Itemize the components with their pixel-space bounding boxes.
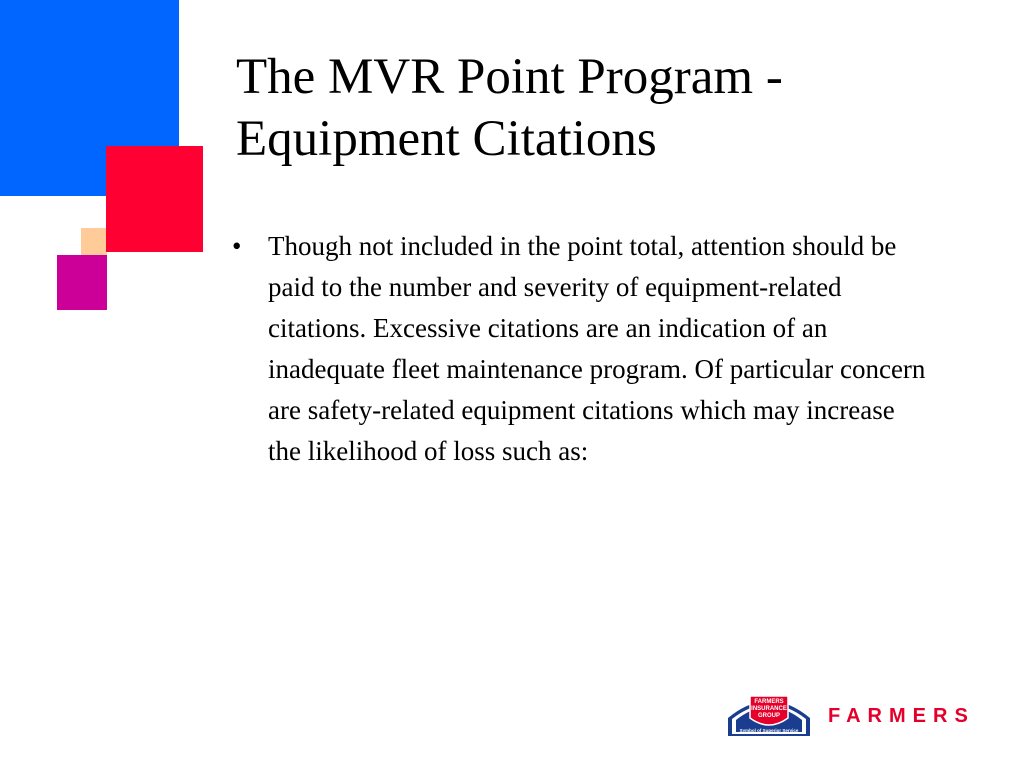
decor-square-magenta (57, 255, 107, 310)
slide-title (236, 46, 976, 170)
badge-line-2: INSURANCE (751, 706, 787, 712)
farmers-shield-icon (724, 688, 814, 740)
slide-title-line-1: The MVR Point Program - (236, 49, 783, 105)
decor-square-red (106, 146, 203, 252)
bullet-marker: • (232, 231, 242, 261)
logo-wordmark: FARMERS (828, 705, 975, 727)
bullet-list (232, 226, 932, 472)
bullet-text: Though not included in the point total, attention should be paid to the number and severity of equipment-related citations. Excessive citations are an indication of an inadequate fleet maintenance program. Of particular concern are safety-related equipment citations which may increase the likelihood of loss such as: (268, 231, 926, 466)
farmers-logo (724, 688, 986, 740)
badge-line-1: FARMERS (754, 699, 784, 705)
slide-title-line-2: Equipment Citations (236, 111, 657, 167)
bullet-item (232, 226, 932, 472)
badge-line-3: GROUP (757, 713, 781, 719)
decor-square-peach (81, 228, 107, 255)
badge-tagline: Symbol of Superior Service (739, 728, 799, 733)
